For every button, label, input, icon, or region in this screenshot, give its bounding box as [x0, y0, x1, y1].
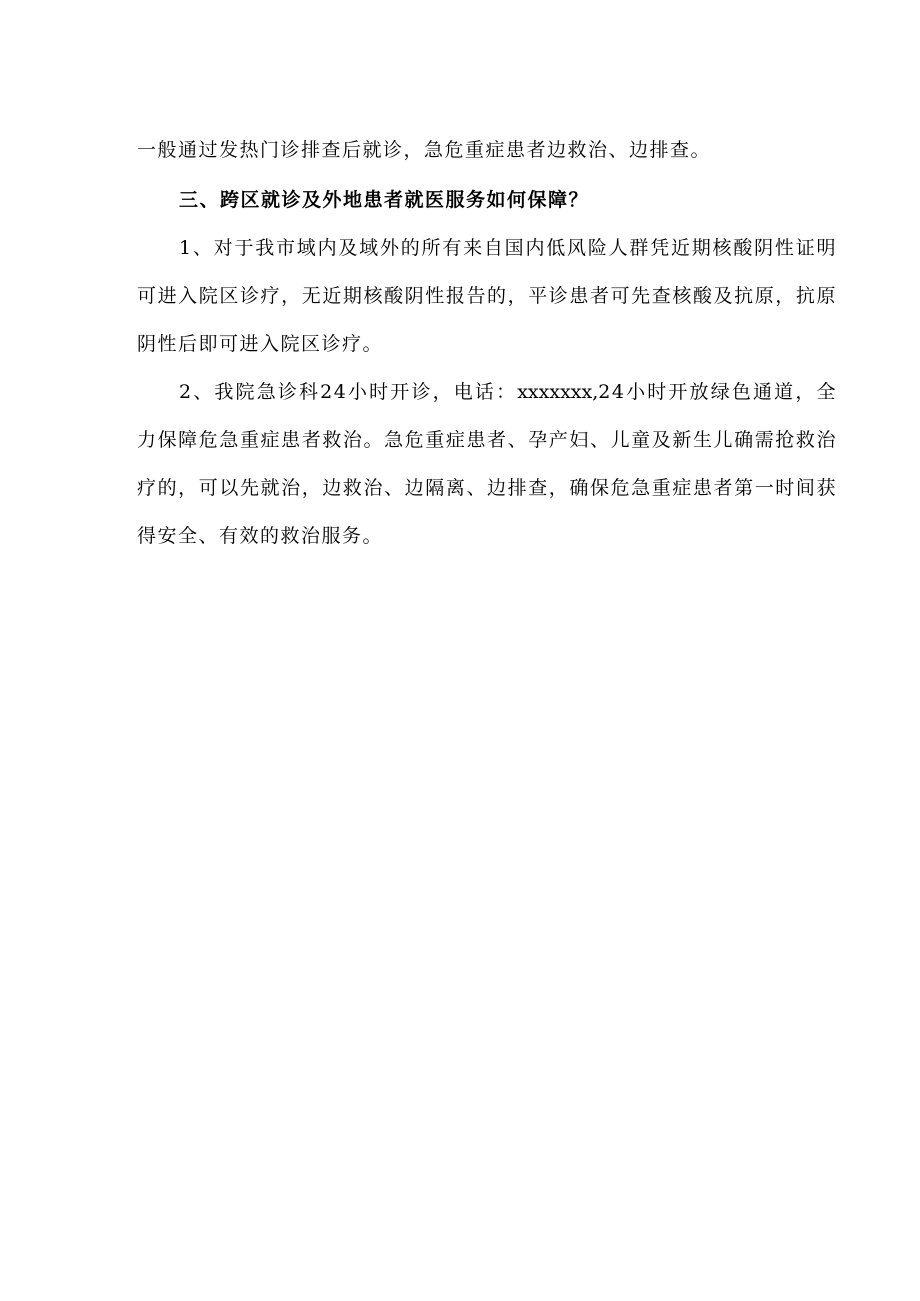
section-heading: 三、跨区就诊及外地患者就医服务如何保障？	[179, 189, 590, 211]
item2-text-end: 24小时开放绿色通道，全力保障危急重症患者救治。急危重症患者、孕产妇、儿童及新生儿确需抢救治疗的，可以先就治，边救治、边隔离、边排查，确保危急重症患者第一时间获得安全、有效的救治服务。	[137, 381, 837, 547]
phone-number: xxxxxxx,	[517, 381, 599, 403]
document-body	[137, 126, 837, 560]
item2-text-start: 2、我院急诊科24小时开诊，电话：	[179, 381, 518, 403]
paragraph-item-2	[137, 368, 837, 560]
continuation-paragraph: 一般通过发热门诊排查后就诊，急危重症患者边救治、边排查。	[137, 139, 712, 161]
paragraph-item-1: 1、对于我市域内及域外的所有来自国内低风险人群凭近期核酸阴性证明可进入院区诊疗，无近期核酸阴性报告的，平诊患者可先查核酸及抗原，抗原阴性后即可进入院区诊疗。	[137, 237, 837, 355]
